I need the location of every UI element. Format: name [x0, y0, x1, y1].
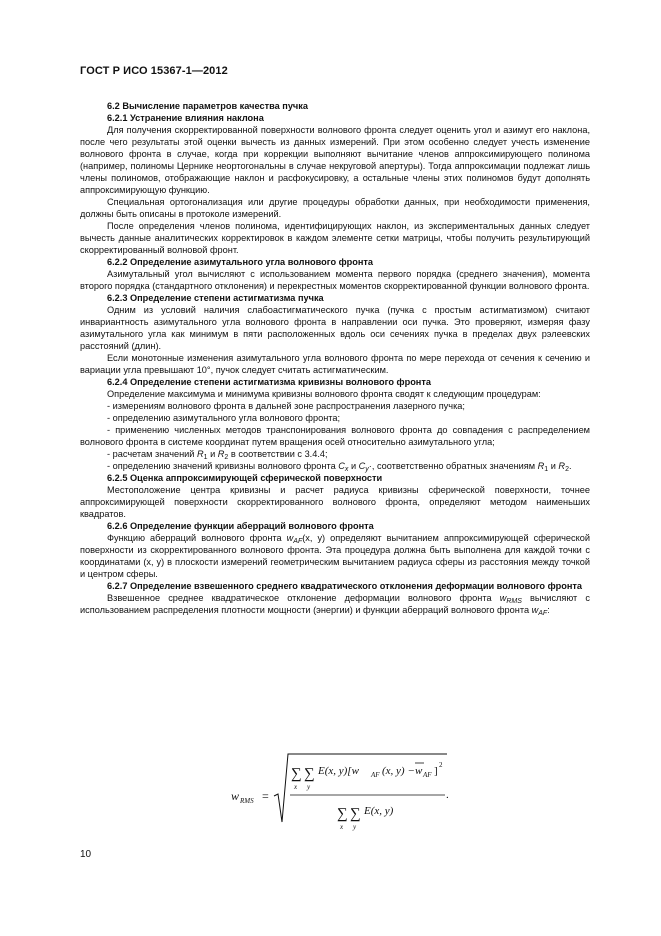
paragraph: Взвешенное среднее квадратическое отклонение деформации волнового фронта $w_{RMS}$ вычисляют с использованием распределения плотности мощности (энергии) и функции аберраций волнового фронта $w_{AF}$:	[80, 593, 590, 617]
sum-sign: ∑	[337, 806, 348, 822]
subsection-heading-6-2-3: 6.2.3 Определение степени астигматизма пучка	[107, 293, 324, 303]
list-item: - расчетам значений $R_1$ и $R_2$ в соответствии с 3.4.4;	[107, 449, 328, 461]
paragraph: Если монотонные изменения азимутального угла волнового фронта по мере перехода от сечения к сечению и вариации угла превышают 10°, пучок следует считать астигматическим.	[80, 353, 590, 375]
formula-equals: =	[262, 789, 269, 803]
sum-index-y: y	[353, 823, 357, 831]
numerator-af-sub2: AF	[423, 771, 432, 779]
denominator-e: E(x, y)	[364, 805, 394, 817]
list-item: - определению значений кривизны волнового фронта $C_x$ и $C_y\cdot$, соответственно обратных значениям $R_1$ и $R_2$.	[107, 461, 572, 473]
numerator-af-sub: AF	[371, 771, 380, 779]
document-body	[80, 100, 590, 616]
numerator-square: 2	[439, 761, 443, 769]
paragraph: Функцию аберраций волнового фронта $w_{AF}(x$, y) определяют вычитанием аппроксимирующей сферической поверхности из скорректированного волнового фронта. Эта процедура должна быть выполнена для каждой точки с координатами (x, y) в плоскости измерений геометрическим вычитанием радиуса сферы из расстояния между точкой и центром сферы.	[80, 533, 590, 579]
subsection-heading-6-2-7: 6.2.7 Определение взвешенного среднего квадратического отклонения деформации волнового фронта	[107, 581, 583, 591]
sum-sign: ∑	[304, 766, 315, 782]
rms-formula	[231, 744, 451, 839]
section-heading: 6.2 Вычисление параметров качества пучка	[107, 101, 308, 111]
sum-sign: ∑	[350, 806, 361, 822]
sum-index-x: x	[294, 783, 298, 791]
numerator-bracket: ]	[434, 765, 438, 777]
page-number: 10	[80, 849, 92, 860]
numerator-e: E(x, y)[w	[318, 765, 359, 777]
subsection-heading-6-2-2: 6.2.2 Определение азимутального угла волнового фронта	[107, 257, 374, 267]
paragraph: После определения членов полинома, идентифицирующих наклон, из экспериментальных данных следует вычесть данные аналитических корректировок в каждом элементе сетки матрицы, чтобы получить результирующий скорректированный волновой фронт.	[80, 221, 590, 255]
document-header: ГОСТ Р ИСО 15367-1—2012	[80, 65, 228, 77]
numerator-wbar: w	[415, 765, 423, 777]
subsection-heading-6-2-5: 6.2.5 Оценка аппроксимирующей сферической поверхности	[107, 473, 383, 483]
formula-lhs-sub: RMS	[240, 797, 254, 805]
paragraph: Местоположение центра кривизны и расчет радиуса кривизны сферической поверхности, точнее аппроксимирующей поверхности скорректированного волнового фронта, определяют методом наименьших квадратов.	[80, 485, 590, 519]
paragraph: Определение максимума и минимума кривизны волнового фронта сводят к следующим процедурам:	[107, 389, 541, 399]
formula-dot: .	[446, 789, 449, 801]
subsection-heading-6-2-1: 6.2.1 Устранение влияния наклона	[107, 113, 264, 123]
sum-sign: ∑	[291, 766, 302, 782]
sum-index-y: y	[307, 783, 311, 791]
numerator-xy: (x, y) −	[382, 765, 415, 777]
paragraph: Одним из условий наличия слабоастигматического пучка (пучка с простым астигматизмом) считают инвариантность азимутального угла волнового фронта в направлении оси пучка. Это проверяют, измеряя фазу азимутального угла как минимум в пяти расположенных вдоль оси сечениях пучка в пределах двух рэлеевских расстояний (длин).	[80, 305, 590, 351]
list-item: - измерениям волнового фронта в дальней зоне распространения лазерного пучка;	[107, 401, 465, 411]
list-item: - определению азимутального угла волнового фронта;	[107, 413, 341, 423]
formula-lhs: w	[231, 789, 240, 803]
subsection-heading-6-2-4: 6.2.4 Определение степени астигматизма кривизны волнового фронта	[107, 377, 431, 387]
sum-index-x: x	[340, 823, 344, 831]
subsection-heading-6-2-6: 6.2.6 Определение функции аберраций волнового фронта	[107, 521, 374, 531]
paragraph: Азимутальный угол вычисляют с использованием момента первого порядка (среднего значения), момента второго порядка (стандартного отклонения) и перекрестных моментов скорректированной функции волнового фронта.	[80, 269, 590, 291]
paragraph: Специальная ортогонализация или другие процедуры обработки данных, при необходимости применения, должны быть описаны в протоколе измерений.	[80, 197, 590, 219]
list-item: - применению численных методов транспонирования волнового фронта до совпадения с распределением волнового фронта в системе координат путем вращения осей относительно азимутального угла;	[80, 425, 590, 447]
paragraph: Для получения скорректированной поверхности волнового фронта следует оценить угол и азимут его наклона, после чего результаты этой оценки вычесть из данных измерений. При этом особенно следует учесть изменение волнового фронта в случае, когда при коррекции выполняют вычитание членов аппроксимирующего полинома (например, полиномы Цернике неортогональны в случае некруговой апертуры). Тогда аппроксимации подлежат лишь члены полиномов, отображающие наклон и расфокусировку, а остальные члены этих полиномов будут дополнять аппроксимирующую функцию.	[80, 125, 590, 195]
